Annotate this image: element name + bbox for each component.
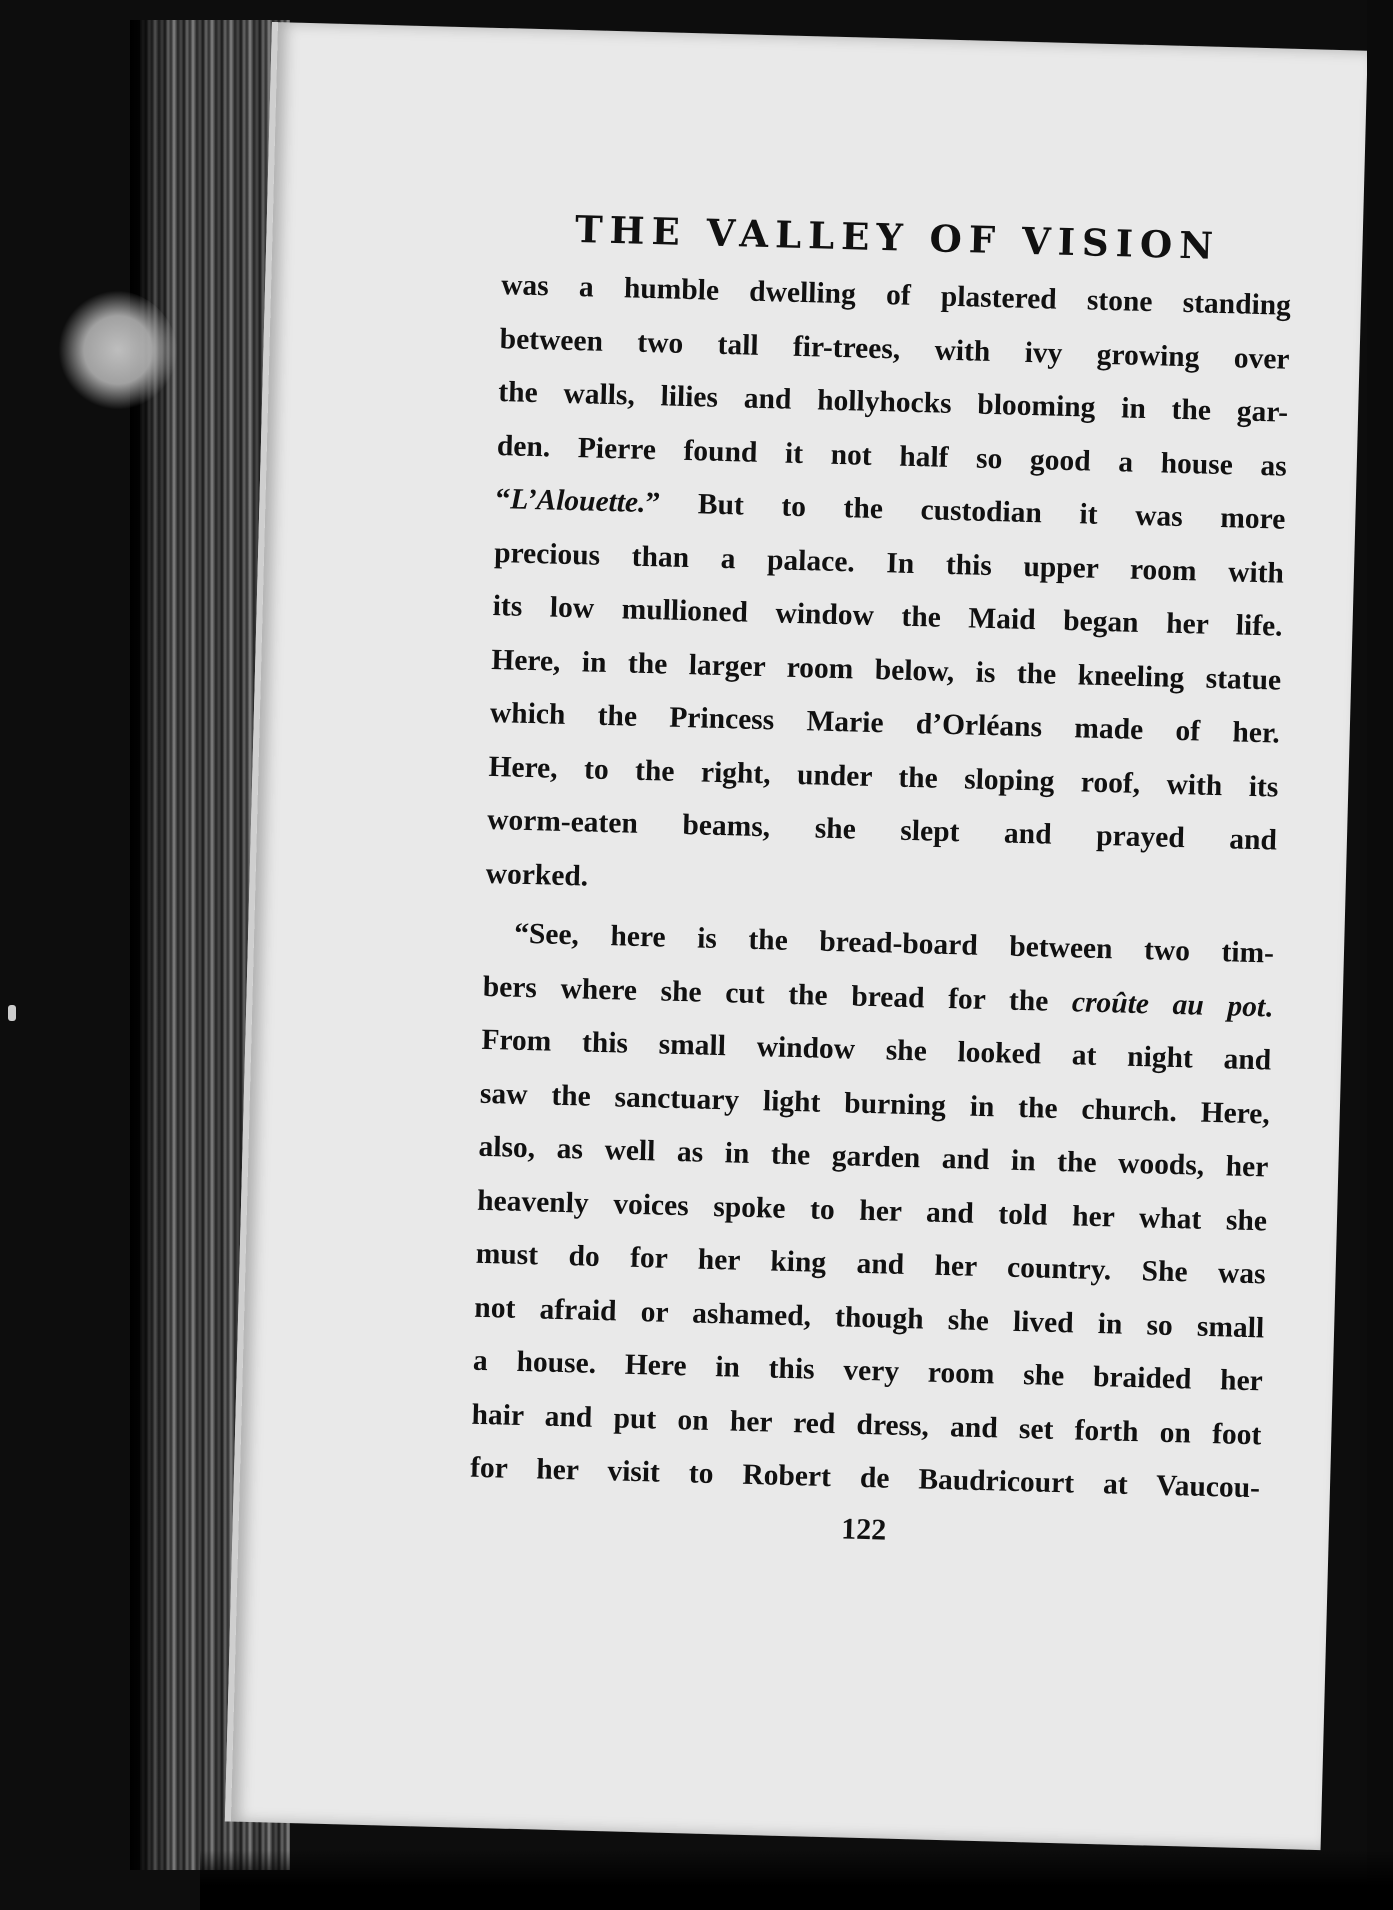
paragraph-1 xyxy=(485,259,1292,921)
book-page xyxy=(225,22,1368,1850)
italic-phrase: croûte au pot xyxy=(1071,985,1266,1023)
text-line: Here, in the larger room below, is the kneeling statue xyxy=(490,643,1282,697)
text-line: Here, to the right, under the sloping roof, with its xyxy=(488,750,1279,804)
open-quote: “ xyxy=(495,483,511,516)
text-line: precious than a palace. In this upper room with xyxy=(493,536,1285,590)
text-line: den. Pierre found it not half so good a house as xyxy=(496,429,1288,483)
text-run: ” But to the custodian it was more xyxy=(645,486,1286,536)
text-line: “See, here is the bread-board between two tim- xyxy=(513,917,1275,970)
right-scan-border xyxy=(1367,0,1393,1910)
running-head: THE VALLEY OF VISION xyxy=(574,207,1221,268)
text-line: worm-eaten beams, she slept and prayed and xyxy=(486,803,1278,857)
text-line: hair and put on her red dress, and set forth on foot xyxy=(471,1398,1262,1451)
bottom-scan-border xyxy=(200,1850,1393,1910)
text-line: saw the sanctuary light burning in the church. Here, xyxy=(479,1077,1271,1130)
text-line: not afraid or ashamed, though she lived in so small xyxy=(474,1291,1265,1344)
text-line: between two tall fir-trees, with ivy growing over xyxy=(499,322,1290,376)
text-line: for her visit to Robert de Baudricourt at Vaucou- xyxy=(469,1451,1261,1505)
page-number: 122 xyxy=(840,1511,887,1547)
text-line: also, as well as in the garden and in the woods, her xyxy=(478,1130,1269,1184)
text-line: must do for her king and her country. She was xyxy=(475,1237,1266,1291)
italic-title: L’Alouette. xyxy=(509,483,646,519)
text-line: worked. xyxy=(485,857,589,893)
page-text-block xyxy=(468,203,1293,1562)
scan-speck xyxy=(8,1005,16,1021)
text-line: which the Princess Marie d’Orléans made of her. xyxy=(489,696,1281,750)
paragraph-2 xyxy=(470,907,1275,1516)
text-line: heavenly voices spoke to her and told her what she xyxy=(476,1184,1268,1237)
text-line: the walls, lilies and hollyhocks blooming in the gar- xyxy=(497,376,1289,429)
text-run: bers where she cut the bread for the xyxy=(482,970,1073,1018)
text-line: From this small window she looked at night and xyxy=(481,1023,1272,1077)
text-line: its low mullioned window the Maid began her life. xyxy=(492,589,1283,643)
text-run: . xyxy=(1264,990,1273,1024)
text-line: was a humble dwelling of plastered stone standing xyxy=(500,269,1292,322)
text-line: a house. Here in this very room she braided her xyxy=(472,1344,1264,1398)
